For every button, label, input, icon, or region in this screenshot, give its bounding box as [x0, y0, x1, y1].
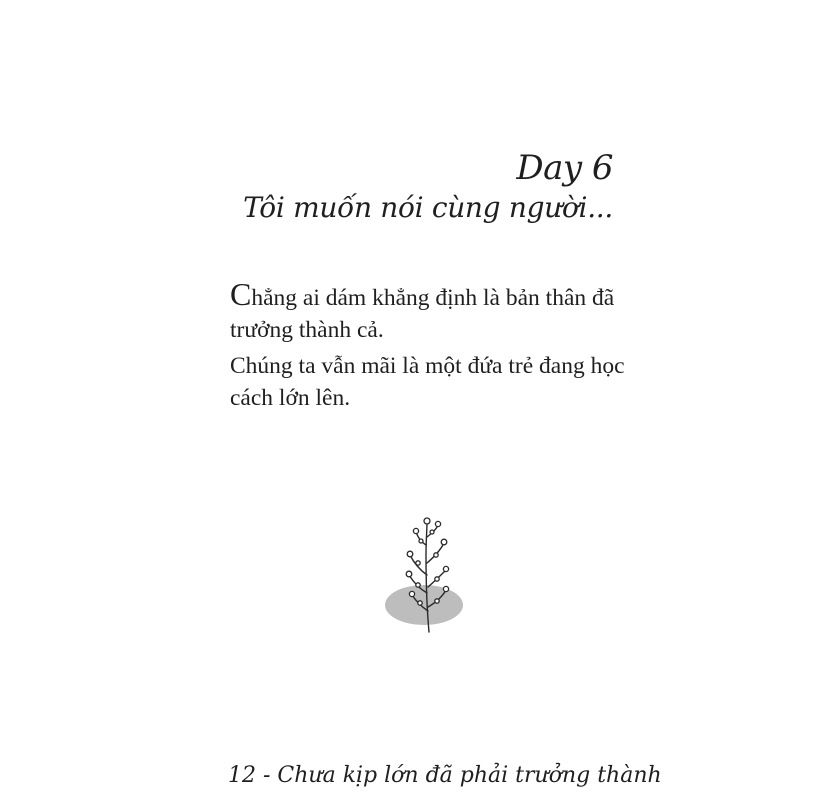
- page-footer: 12 - Chưa kịp lớn đã phải trưởng thành: [228, 763, 662, 788]
- paragraph-1: [230, 278, 630, 346]
- plant-sprig-icon: [380, 515, 470, 635]
- body-text: [230, 278, 630, 418]
- chapter-subtitle: Tôi muốn nói cùng người...: [243, 191, 613, 224]
- day-title: Day 6: [516, 148, 613, 188]
- paragraph-1-text: hẳng ai dám khẳng định là bản thân đã trưởng thành cả.: [230, 285, 615, 343]
- paragraph-2: Chúng ta vẫn mãi là một đứa trẻ đang học cách lớn lên.: [230, 353, 625, 411]
- chapter-heading: [243, 146, 613, 226]
- drop-cap: C: [230, 276, 252, 312]
